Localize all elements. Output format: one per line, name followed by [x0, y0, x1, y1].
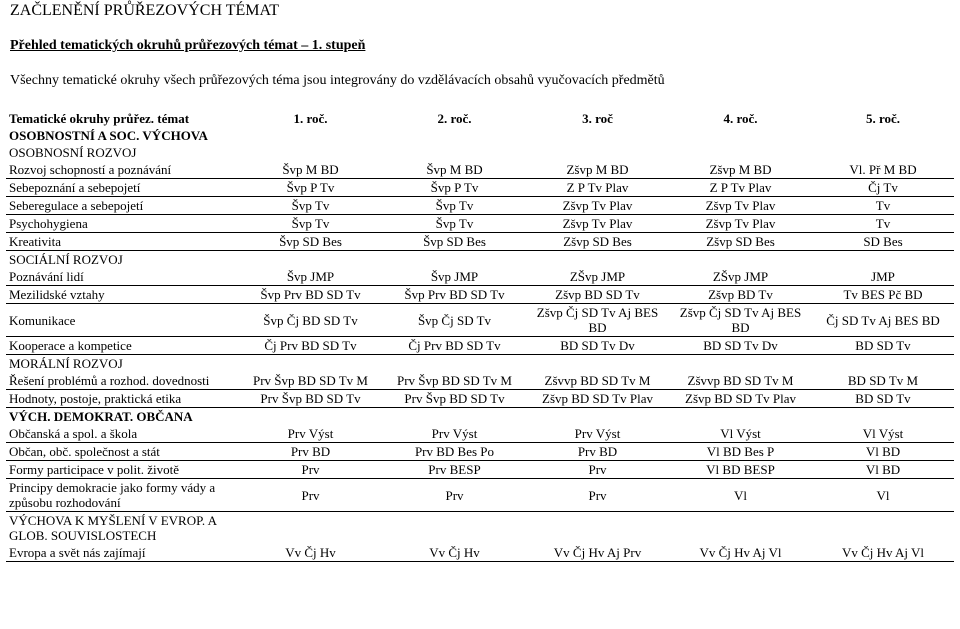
- empty-cell: [526, 127, 669, 144]
- section-heading: VÝCH. DEMOKRAT. OBČANA: [9, 409, 193, 424]
- topic-cell: Sebepoznání a sebepojetí: [6, 179, 238, 197]
- empty-cell: [238, 127, 383, 144]
- empty-cell: [812, 512, 954, 545]
- grade-cell: Zšvp SD Bes: [526, 233, 669, 251]
- document-subtitle: Přehled tematických okruhů průřezových témat – 1. stupeň: [10, 38, 366, 53]
- empty-cell: [526, 408, 669, 426]
- empty-cell: [812, 127, 954, 144]
- grade-cell: Zšvp BD SD Tv: [526, 286, 669, 304]
- grade-cell: Prv BESP: [383, 461, 526, 479]
- grade-cell: SD Bes: [812, 233, 954, 251]
- empty-cell: [383, 144, 526, 161]
- grade-cell: Švp Tv: [238, 197, 383, 215]
- table-row: [6, 179, 954, 197]
- grade-cell: Prv BD: [526, 443, 669, 461]
- topic-cell: Formy participace v polit. životě: [6, 461, 238, 479]
- grade-cell: Vl BD BESP: [669, 461, 812, 479]
- grade-cell: Vl BD: [812, 461, 954, 479]
- table-row: [6, 479, 954, 512]
- section-heading-row: [6, 127, 954, 144]
- grade-cell: Vv Čj Hv: [238, 544, 383, 562]
- header-grade-2: 2. roč.: [437, 111, 472, 126]
- table-row: [6, 268, 954, 286]
- grade-cell: Švp Čj BD SD Tv: [238, 304, 383, 337]
- table-row: [6, 425, 954, 443]
- grade-cell: Prv: [238, 461, 383, 479]
- empty-cell: [812, 408, 954, 426]
- grade-cell: Švp Tv: [383, 215, 526, 233]
- grade-cell: Tv: [812, 197, 954, 215]
- grade-cell: BD SD Tv: [812, 337, 954, 355]
- subsection-heading-row: [6, 512, 954, 545]
- table-row: [6, 197, 954, 215]
- empty-cell: [238, 144, 383, 161]
- grade-cell: Prv: [238, 479, 383, 512]
- grade-cell: Čj Tv: [812, 179, 954, 197]
- grade-cell: Vl. Př M BD: [812, 161, 954, 179]
- grade-cell: Švp P Tv: [238, 179, 383, 197]
- grade-cell: ZŠvp JMP: [669, 268, 812, 286]
- grade-cell: Švp M BD: [383, 161, 526, 179]
- grade-cell: Vv Čj Hv Aj Vl: [669, 544, 812, 562]
- grade-cell: BD SD Tv Dv: [669, 337, 812, 355]
- grade-cell: Vl Výst: [669, 425, 812, 443]
- topic-cell: Občanská a spol. a škola: [6, 425, 238, 443]
- subsection-heading-row: [6, 355, 954, 373]
- grade-cell: Vv Čj Hv: [383, 544, 526, 562]
- subsection-heading-row: [6, 251, 954, 269]
- grade-cell: Zšvp Tv Plav: [526, 215, 669, 233]
- grade-cell: BD SD Tv: [812, 390, 954, 408]
- grade-cell: Švp JMP: [383, 268, 526, 286]
- grade-cell: Vl Výst: [812, 425, 954, 443]
- topic-cell: Psychohygiena: [6, 215, 238, 233]
- grade-cell: Švp Prv BD SD Tv: [238, 286, 383, 304]
- grade-cell: Zšvp Tv Plav: [669, 197, 812, 215]
- table-row: [6, 304, 954, 337]
- topic-cell: Kooperace a kompetice: [6, 337, 238, 355]
- subsection-heading: SOCIÁLNÍ ROZVOJ: [9, 252, 123, 267]
- grade-cell: ZŠvp JMP: [526, 268, 669, 286]
- grade-cell: Prv Výst: [526, 425, 669, 443]
- grade-cell: Zšvp M BD: [669, 161, 812, 179]
- document-title: ZAČLENĚNÍ PRŮŘEZOVÝCH TÉMAT: [10, 2, 280, 19]
- grade-cell: Zšvp Tv Plav: [669, 215, 812, 233]
- grade-cell: Zšvp Tv Plav: [526, 197, 669, 215]
- header-grade-3: 3. roč: [582, 111, 613, 126]
- grade-cell: Prv: [526, 479, 669, 512]
- grade-cell: Prv BD Bes Po: [383, 443, 526, 461]
- topic-cell: Principy demokracie jako formy vády a způsobu rozhodování: [6, 479, 238, 512]
- grade-cell: Prv: [526, 461, 669, 479]
- grade-cell: Švp Prv BD SD Tv: [383, 286, 526, 304]
- empty-cell: [383, 251, 526, 269]
- subsection-heading: VÝCHOVA K MYŠLENÍ V EVROP. A GLOB. SOUVISLOSTECH: [9, 513, 217, 543]
- table-row: [6, 233, 954, 251]
- grade-cell: Tv: [812, 215, 954, 233]
- empty-cell: [238, 408, 383, 426]
- header-grade-4: 4. roč.: [723, 111, 758, 126]
- grade-cell: Zšvvp BD SD Tv M: [669, 372, 812, 390]
- grade-cell: BD SD Tv M: [812, 372, 954, 390]
- grade-cell: Vv Čj Hv Aj Prv: [526, 544, 669, 562]
- grade-cell: Zšvp Čj SD Tv Aj BES BD: [526, 304, 669, 337]
- table-row: [6, 372, 954, 390]
- grade-cell: Z P Tv Plav: [669, 179, 812, 197]
- grade-cell: Zšvp BD Tv: [669, 286, 812, 304]
- grade-cell: Zšvp BD SD Tv Plav: [669, 390, 812, 408]
- topic-cell: Občan, obč. společnost a stát: [6, 443, 238, 461]
- topic-cell: Mezilidské vztahy: [6, 286, 238, 304]
- empty-cell: [812, 355, 954, 373]
- grade-cell: Tv BES Pč BD: [812, 286, 954, 304]
- empty-cell: [669, 355, 812, 373]
- table-header-row: [6, 110, 954, 127]
- table-row: [6, 461, 954, 479]
- grade-cell: Prv BD: [238, 443, 383, 461]
- topic-cell: Hodnoty, postoje, praktická etika: [6, 390, 238, 408]
- grade-cell: Prv Švp BD SD Tv M: [383, 372, 526, 390]
- empty-cell: [812, 251, 954, 269]
- grade-cell: Zšvp Čj SD Tv Aj BES BD: [669, 304, 812, 337]
- empty-cell: [526, 512, 669, 545]
- grade-cell: Zšvp BD SD Tv Plav: [526, 390, 669, 408]
- intro-text: Všechny tematické okruhy všech průřezových téma jsou integrovány do vzdělávacích obsahů vyučovacích předmětů: [10, 73, 665, 88]
- empty-cell: [238, 251, 383, 269]
- empty-cell: [526, 251, 669, 269]
- empty-cell: [812, 144, 954, 161]
- empty-cell: [669, 127, 812, 144]
- section-heading-row: [6, 408, 954, 426]
- grade-cell: Švp SD Bes: [383, 233, 526, 251]
- grade-cell: Švp M BD: [238, 161, 383, 179]
- table-row: [6, 390, 954, 408]
- grade-cell: JMP: [812, 268, 954, 286]
- grade-cell: Vl: [812, 479, 954, 512]
- grade-cell: Čj Prv BD SD Tv: [238, 337, 383, 355]
- grade-cell: Zšvp SD Bes: [669, 233, 812, 251]
- grade-cell: Čj SD Tv Aj BES BD: [812, 304, 954, 337]
- grade-cell: Švp Tv: [383, 197, 526, 215]
- table-row: [6, 161, 954, 179]
- subsection-heading-row: [6, 144, 954, 161]
- topic-cell: Poznávání lidí: [6, 268, 238, 286]
- subsection-heading: OSOBNOSNÍ ROZVOJ: [9, 145, 137, 160]
- empty-cell: [383, 512, 526, 545]
- header-grade-5: 5. roč.: [865, 111, 901, 126]
- table-row: [6, 286, 954, 304]
- header-grade-1: 1. roč.: [293, 111, 328, 126]
- grade-cell: Švp JMP: [238, 268, 383, 286]
- grade-cell: Z P Tv Plav: [526, 179, 669, 197]
- empty-cell: [238, 355, 383, 373]
- grade-cell: Švp SD Bes: [238, 233, 383, 251]
- grade-cell: Prv: [383, 479, 526, 512]
- grade-cell: Zšvvp BD SD Tv M: [526, 372, 669, 390]
- table-row: [6, 443, 954, 461]
- topic-cell: Seberegulace a sebepojetí: [6, 197, 238, 215]
- grade-cell: Prv Švp BD SD Tv M: [238, 372, 383, 390]
- empty-cell: [526, 355, 669, 373]
- topic-cell: Rozvoj schopností a poznávání: [6, 161, 238, 179]
- grade-cell: Prv Výst: [383, 425, 526, 443]
- grade-cell: Švp P Tv: [383, 179, 526, 197]
- grade-cell: Vl BD Bes P: [669, 443, 812, 461]
- header-topics: Tematické okruhy průřez. témat: [9, 111, 190, 126]
- grade-cell: Švp Tv: [238, 215, 383, 233]
- topic-cell: Řešení problémů a rozhod. dovednosti: [6, 372, 238, 390]
- table-row: [6, 337, 954, 355]
- grade-cell: Prv Výst: [238, 425, 383, 443]
- topic-cell: Komunikace: [6, 304, 238, 337]
- empty-cell: [383, 355, 526, 373]
- grade-cell: Prv Švp BD SD Tv: [383, 390, 526, 408]
- table-row: [6, 544, 954, 562]
- grade-cell: Prv Švp BD SD Tv: [238, 390, 383, 408]
- empty-cell: [669, 251, 812, 269]
- topic-cell: Kreativita: [6, 233, 238, 251]
- grade-cell: Vv Čj Hv Aj Vl: [812, 544, 954, 562]
- section-heading: OSOBNOSTNÍ A SOC. VÝCHOVA: [9, 128, 208, 143]
- topic-cell: Evropa a svět nás zajímají: [6, 544, 238, 562]
- empty-cell: [238, 512, 383, 545]
- empty-cell: [669, 408, 812, 426]
- empty-cell: [526, 144, 669, 161]
- grade-cell: Vl BD: [812, 443, 954, 461]
- empty-cell: [383, 408, 526, 426]
- empty-cell: [383, 127, 526, 144]
- grade-cell: Švp Čj SD Tv: [383, 304, 526, 337]
- empty-cell: [669, 144, 812, 161]
- grade-cell: Zšvp M BD: [526, 161, 669, 179]
- empty-cell: [669, 512, 812, 545]
- grade-cell: BD SD Tv Dv: [526, 337, 669, 355]
- grade-cell: Čj Prv BD SD Tv: [383, 337, 526, 355]
- subsection-heading: MORÁLNÍ ROZVOJ: [9, 356, 123, 371]
- table-row: [6, 215, 954, 233]
- grade-cell: Vl: [669, 479, 812, 512]
- topics-table: [6, 110, 954, 562]
